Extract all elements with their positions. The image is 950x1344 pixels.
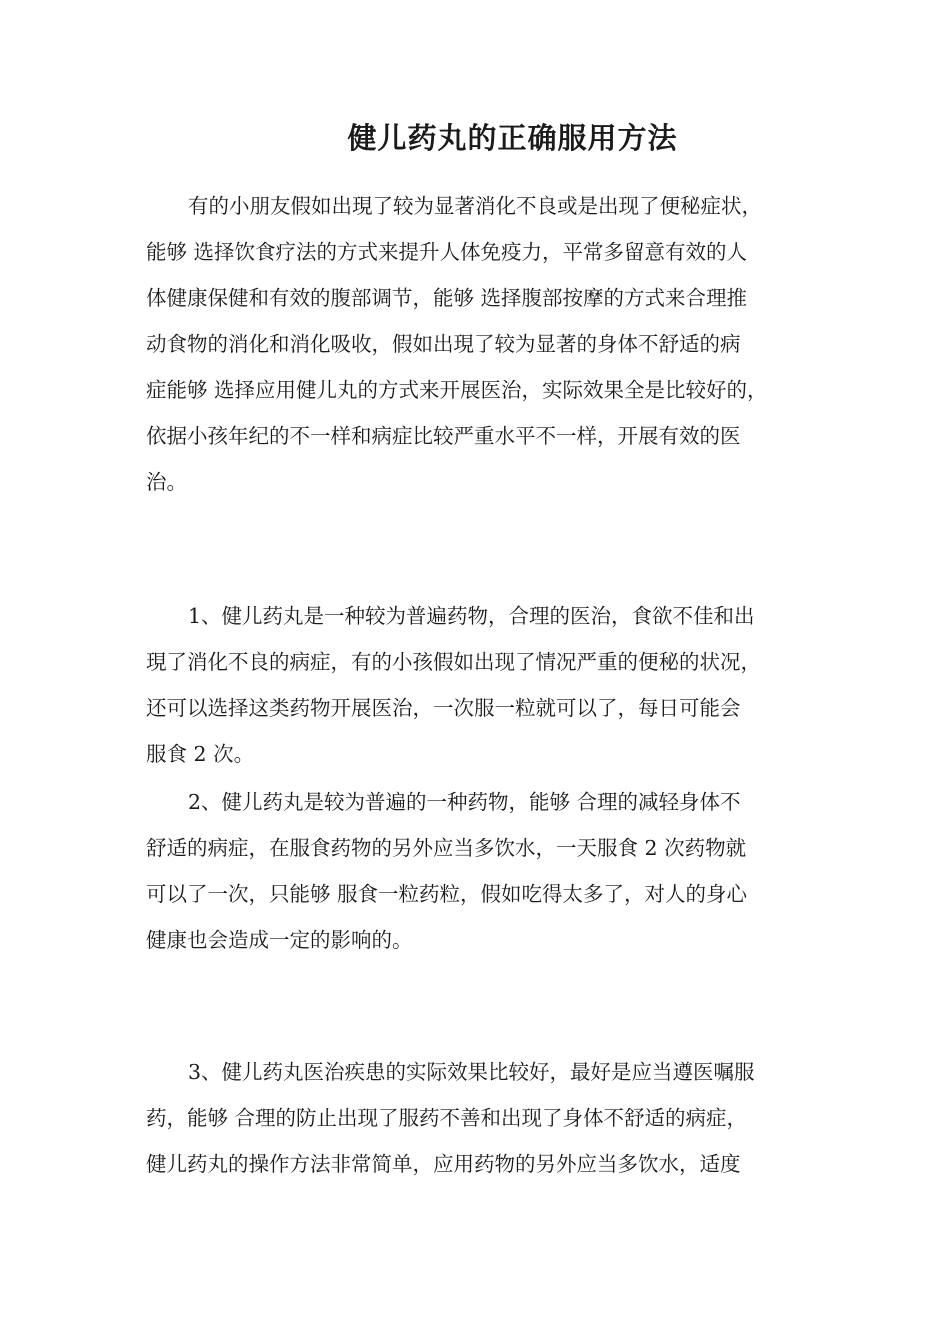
paragraph-line: 服食 2 次。 — [146, 742, 255, 766]
paragraph-line: 症能够 选择应用健儿丸的方式来开展医治，实际效果全是比较好的， — [146, 378, 768, 402]
paragraph-point-3 — [146, 1049, 755, 1187]
paragraph-point-1 — [146, 593, 761, 777]
paragraph-line: 还可以选择这类药物开展医治，一次服一粒就可以了，每日可能会 — [146, 696, 741, 720]
paragraph-line: 动食物的消化和消化吸收，假如出現了较为显著的身体不舒适的病 — [146, 332, 741, 356]
paragraph-line: 体健康保健和有效的腹部调节，能够 选择腹部按摩的方式来合理推 — [146, 286, 748, 310]
paragraph-line: 現了消化不良的病症，有的小孩假如出现了情况严重的便秘的状况， — [146, 650, 761, 674]
paragraph-line: 依据小孩年纪的不一样和病症比较严重水平不一样，开展有效的医 — [146, 424, 741, 448]
paragraph-line: 2、健儿药丸是较为普遍的一种药物，能够 合理的减轻身体不 — [188, 790, 741, 814]
document-title: 健儿药丸的正确服用方法 — [347, 121, 678, 155]
paragraph-point-2 — [146, 779, 747, 963]
paragraph-line: 治。 — [146, 470, 187, 494]
paragraph-intro — [146, 183, 768, 505]
paragraph-line: 可以了一次，只能够 服食一粒药粒，假如吃得太多了，对人的身心 — [146, 882, 748, 906]
paragraph-line: 能够 选择饮食疗法的方式来提升人体免疫力，平常多留意有效的人 — [146, 240, 748, 264]
paragraph-line: 1、健儿药丸是一种较为普遍药物，合理的医治，食欲不佳和出 — [188, 604, 755, 628]
paragraph-line: 健康也会造成一定的影响的。 — [146, 928, 413, 952]
paragraph-line: 健儿药丸的操作方法非常简单，应用药物的另外应当多饮水，适度 — [146, 1152, 741, 1176]
paragraph-line: 舒适的病症，在服食药物的另外应当多饮水，一天服食 2 次药物就 — [146, 836, 747, 860]
paragraph-line: 3、健儿药丸医治疾患的实际效果比较好，最好是应当遵医嘱服 — [188, 1060, 755, 1084]
paragraph-line: 药，能够 合理的防止出现了服药不善和出现了身体不舒适的病症， — [146, 1106, 748, 1130]
paragraph-line: 有的小朋友假如出現了较为显著消化不良或是出现了便秘症状， — [188, 194, 762, 218]
